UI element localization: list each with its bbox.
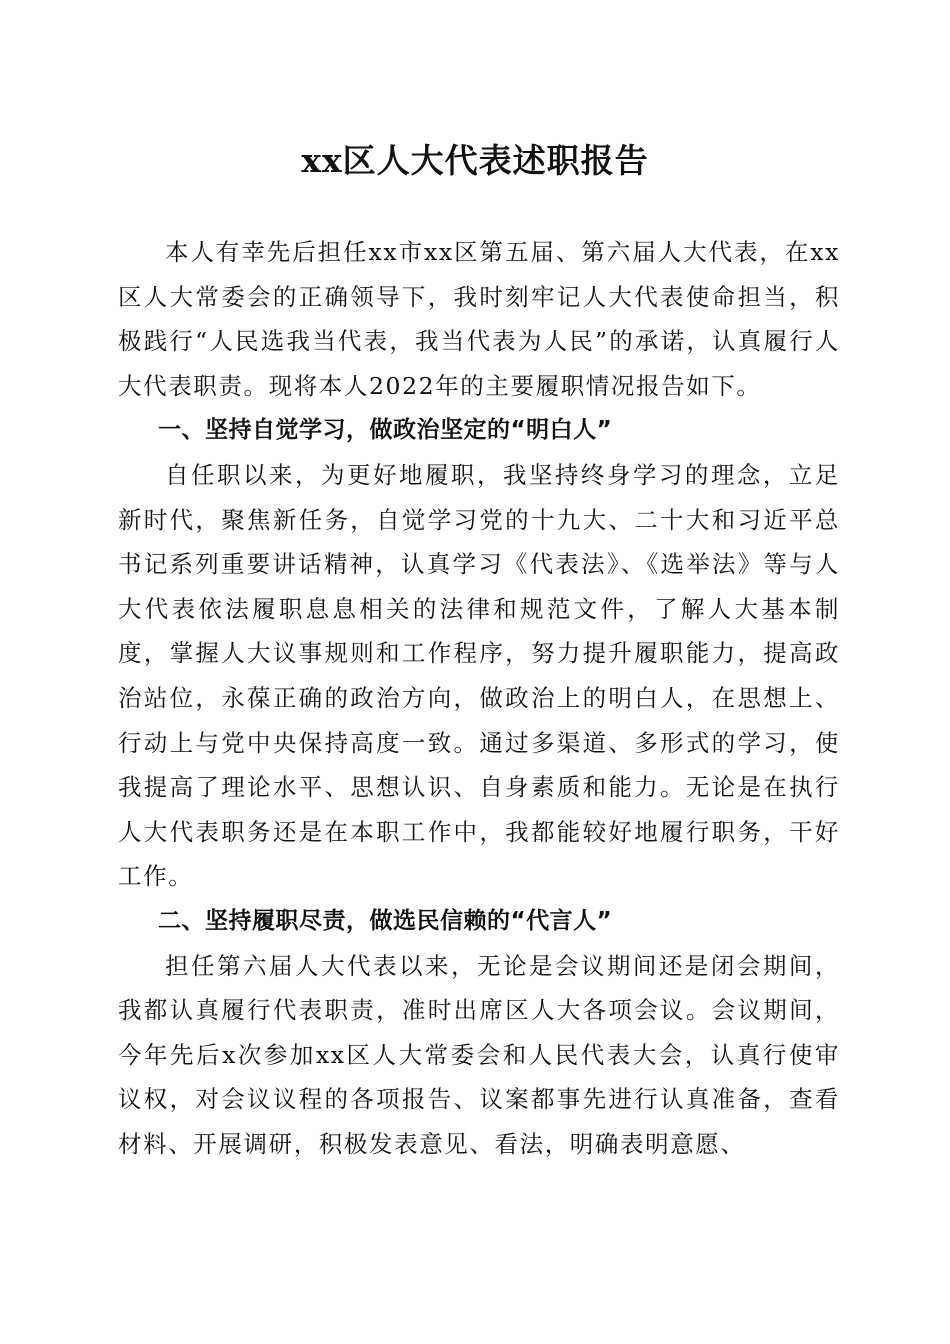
section-heading-2: 二、坚持履职尽责，做选民信赖的“代言人” (158, 907, 613, 934)
section-heading-1: 一、坚持自觉学习，做政治坚定的“明白人” (158, 417, 613, 444)
paragraph-section-2: 担任第六届人大代表以来，无论是会议期间还是闭会期间，我都认真履行代表职责，准时出席区人大各项会议。会议期间，今年先后x次参加xx区人大常委会和人民代表大会，认真行使审议权，对会议议程的各项报告、议案都事先进行认真准备，查看材料、开展调研，积极发表意见、看法，明确表明意愿、 (118, 951, 840, 1158)
paragraph-intro: 本人有幸先后担任xx市xx区第五届、第六届人大代表，在xx区人大常委会的正确领导下，我时刻牢记人大代表使命担当，积极践行“人民选我当代表，我当代表为人民”的承诺，认真履行人大代表职责。现将本人2022年的主要履职情况报告如下。 (118, 238, 840, 400)
document-body (118, 230, 840, 1166)
paragraph-section-1: 自任职以来，为更好地履职，我坚持终身学习的理念，立足新时代，聚焦新任务，自觉学习党的十九大、二十大和习近平总书记系列重要讲话精神，认真学习《代表法》、《选举法》等与人大代表依法履职息息相关的法律和规范文件，了解人大基本制度，掌握人大议事规则和工作程序，努力提升履职能力，提高政治站位，永葆正确的政治方向，做政治上的明白人，在思想上、行动上与党中央保持高度一致。通过多渠道、多形式的学习，使我提高了理论水平、思想认识、自身素质和能力。无论是在执行人大代表职务还是在本职工作中，我都能较好地履行职务，干好工作。 (118, 460, 840, 891)
document-title: xx区人大代表述职报告 (301, 141, 649, 180)
